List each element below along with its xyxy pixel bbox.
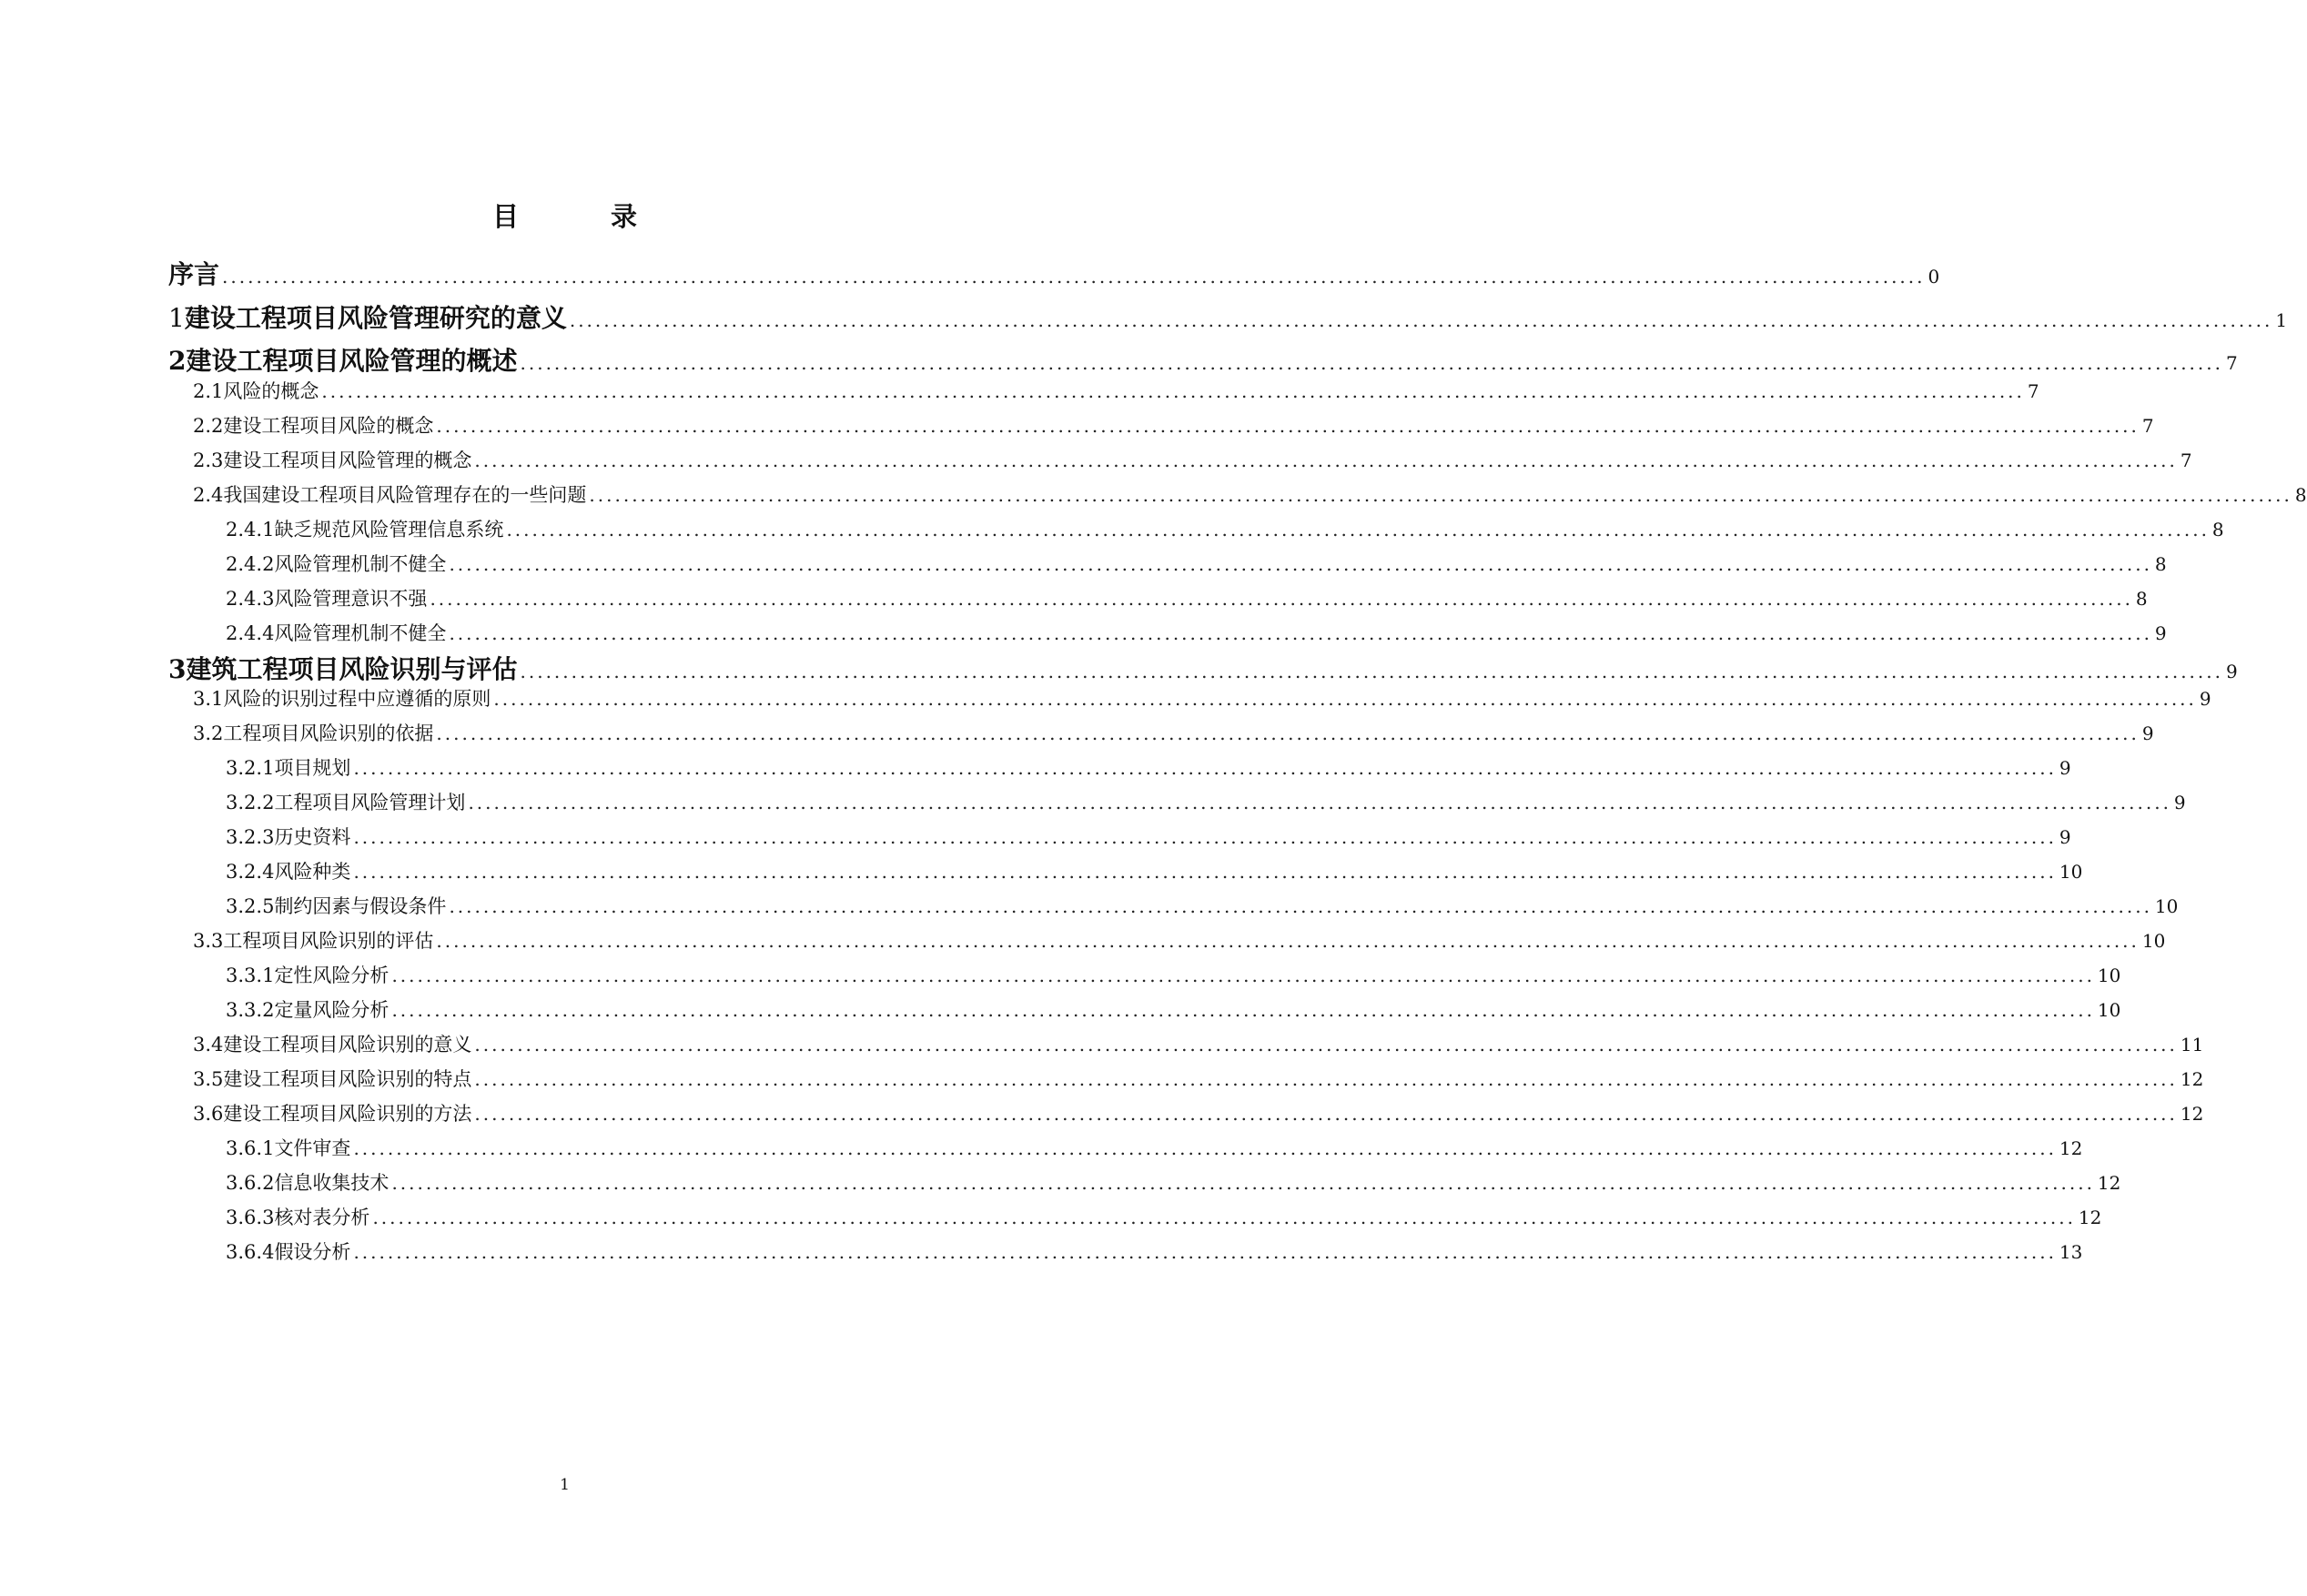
toc-entry-number: 3.2.1: [226, 757, 275, 779]
toc-leader-dots: ........................................................................................................................................................................................................: [474, 1068, 2178, 1090]
toc-entry-title: 序言: [168, 259, 220, 289]
toc-entry-page: 12: [2059, 1137, 2083, 1159]
toc-entry-number: 2.3: [193, 450, 224, 471]
toc-entry-page: 12: [2097, 1172, 2121, 1194]
toc-entry-page: 9: [2059, 826, 2071, 848]
toc-entry-page: 11: [2180, 1034, 2204, 1056]
toc-entry-number: 3.3.2: [226, 999, 275, 1021]
toc-leader-dots: ........................................................................................................................................................................................................: [391, 999, 2095, 1021]
toc-entry-number: 3.2.4: [226, 861, 275, 883]
toc-entry-title: 核对表分析: [274, 1207, 370, 1228]
toc-entry[interactable]: [168, 341, 2238, 378]
toc-entry-number: 3.6: [193, 1103, 224, 1125]
toc-leader-dots: ........................................................................................................................................................................................................: [353, 861, 2057, 883]
toc-entry-number: 3.6.4: [226, 1241, 275, 1263]
toc-entry-page: 7: [2180, 450, 2192, 471]
toc-leader-dots: ........................................................................................................................................................................................................: [436, 930, 2140, 952]
toc-entry-page: 7: [2027, 380, 2039, 402]
toc-leader-dots: ........................................................................................................................................................................................................: [430, 588, 2133, 610]
toc-leader-dots: ........................................................................................................................................................................................................: [474, 1103, 2178, 1125]
toc-entry-page: 7: [2141, 415, 2154, 437]
toc-entry[interactable]: [168, 1203, 2102, 1230]
toc-entry[interactable]: [168, 1030, 2204, 1057]
toc-entry-number: 3.2.5: [226, 895, 275, 917]
toc-entry-number: 3.2.3: [226, 826, 275, 848]
toc-entry-number: 3.2.2: [226, 792, 275, 813]
toc-entry-page: 12: [2180, 1068, 2204, 1090]
toc-entry-title: 建设工程项目风险管理研究的意义: [184, 303, 567, 333]
toc-leader-dots: ........................................................................................................................................................................................................: [222, 266, 1926, 288]
toc-entry[interactable]: [168, 550, 2167, 577]
toc-leader-dots: ........................................................................................................................................................................................................: [520, 352, 2223, 374]
toc-entry-page: 10: [2059, 861, 2083, 883]
toc-entry-title: 风险管理机制不健全: [274, 622, 447, 644]
toc-entry[interactable]: [168, 1168, 2121, 1196]
toc-entry-number: 3.2: [193, 722, 224, 744]
toc-entry-number: 1: [168, 303, 185, 333]
toc-entry[interactable]: [168, 584, 2148, 611]
toc-entry-page: 9: [2154, 622, 2167, 644]
toc-entry[interactable]: [168, 684, 2211, 712]
toc-entry-title: 定性风险分析: [274, 965, 390, 986]
toc-entry-title: 我国建设工程项目风险管理存在的一些问题: [223, 484, 587, 506]
toc-leader-dots: ........................................................................................................................................................................................................: [589, 484, 2292, 506]
toc-entry-title: 信息收集技术: [274, 1172, 390, 1194]
toc-entry[interactable]: [168, 255, 1940, 291]
toc-entry-number: 3.6.3: [226, 1207, 275, 1228]
toc-entry-number: 2.4: [193, 484, 224, 506]
page-number: 1: [560, 1476, 570, 1494]
toc-entry-title: 风险管理意识不强: [274, 588, 428, 610]
toc-entry-title: 文件审查: [274, 1137, 351, 1159]
toc-entry-title: 建设工程项目风险管理的概念: [223, 450, 472, 471]
toc-entry[interactable]: [168, 926, 2166, 954]
toc-leader-dots: ........................................................................................................................................................................................................: [436, 415, 2140, 437]
toc-entry[interactable]: [168, 857, 2083, 884]
toc-entry-page: 12: [2078, 1207, 2102, 1228]
toc-entry[interactable]: [168, 719, 2154, 746]
toc-leader-dots: ........................................................................................................................................................................................................: [391, 1172, 2095, 1194]
toc-entry-number: 3.4: [193, 1034, 224, 1056]
toc-leader-dots: ........................................................................................................................................................................................................: [353, 826, 2057, 848]
toc-entry-page: 9: [2173, 792, 2186, 813]
toc-entry-page: 13: [2059, 1241, 2083, 1263]
toc-entry[interactable]: [168, 1065, 2204, 1092]
toc-entry-page: 8: [2294, 484, 2307, 506]
toc-entry-title: 建设工程项目风险的概念: [223, 415, 434, 437]
toc-entry[interactable]: [168, 515, 2224, 542]
toc-entry-title: 工程项目风险管理计划: [274, 792, 466, 813]
toc-leader-dots: ........................................................................................................................................................................................................: [474, 450, 2178, 471]
toc-entry[interactable]: [168, 995, 2121, 1023]
toc-entry-number: 2: [168, 346, 187, 376]
toc-entry-number: 2.4.1: [226, 519, 275, 540]
toc-entry[interactable]: [168, 892, 2179, 919]
toc-leader-dots: ........................................................................................................................................................................................................: [449, 895, 2152, 917]
toc-entry[interactable]: [168, 446, 2192, 473]
toc-leader-dots: ........................................................................................................................................................................................................: [353, 757, 2057, 779]
toc-entry-page: 8: [2211, 519, 2224, 540]
toc-entry-title: 建设工程项目风险识别的意义: [223, 1034, 472, 1056]
toc-entry-number: 3.6.2: [226, 1172, 275, 1194]
toc-entry-page: 10: [2141, 930, 2166, 952]
toc-leader-dots: ........................................................................................................................................................................................................: [493, 688, 2197, 710]
toc-entry[interactable]: [168, 480, 2307, 508]
toc-entry-page: 7: [2225, 352, 2238, 374]
toc-entry-number: 3.6.1: [226, 1137, 275, 1159]
toc-entry-title: 缺乏规范风险管理信息系统: [274, 519, 504, 540]
toc-entry[interactable]: [168, 411, 2154, 439]
toc-leader-dots: ........................................................................................................................................................................................................: [353, 1241, 2057, 1263]
toc-entry-page: 10: [2097, 999, 2121, 1021]
toc-entry-page: 9: [2199, 688, 2211, 710]
toc-entry-number: 3.3.1: [226, 965, 275, 986]
toc-leader-dots: ........................................................................................................................................................................................................: [468, 792, 2171, 813]
toc-entry-title: 建筑工程项目风险识别与评估: [186, 654, 518, 684]
toc-entry-title: 风险的识别过程中应遵循的原则: [223, 688, 491, 710]
toc-leader-dots: ........................................................................................................................................................................................................: [449, 622, 2152, 644]
toc-entry-title: 建设工程项目风险识别的方法: [223, 1103, 472, 1125]
toc-leader-dots: ........................................................................................................................................................................................................: [506, 519, 2210, 540]
toc-entry-title: 定量风险分析: [274, 999, 390, 1021]
toc-entry-title: 工程项目风险识别的评估: [223, 930, 434, 952]
toc-entry[interactable]: [168, 753, 2071, 781]
page-title: 目 录: [491, 201, 670, 232]
toc-entry-title: 项目规划: [274, 757, 351, 779]
toc-entry-title: 风险种类: [274, 861, 351, 883]
toc-entry-page: 10: [2154, 895, 2179, 917]
toc-leader-dots: ........................................................................................................................................................................................................: [353, 1137, 2057, 1159]
toc-entry[interactable]: [168, 650, 2238, 686]
toc-entry[interactable]: [168, 377, 2039, 404]
toc-entry-title: 假设分析: [274, 1241, 351, 1263]
toc-entry-number: 2.4.4: [226, 622, 275, 644]
toc-leader-dots: ........................................................................................................................................................................................................: [449, 553, 2152, 575]
toc-entry[interactable]: [168, 619, 2167, 646]
toc-leader-dots: ........................................................................................................................................................................................................: [321, 380, 2025, 402]
toc-entry-page: 12: [2180, 1103, 2204, 1125]
toc-entry-title: 历史资料: [274, 826, 351, 848]
toc-entry-number: 3: [168, 654, 187, 684]
toc-entry-title: 工程项目风险识别的依据: [223, 722, 434, 744]
toc-entry-title: 制约因素与假设条件: [274, 895, 447, 917]
toc-entry[interactable]: [168, 961, 2121, 988]
toc-entry[interactable]: [168, 1099, 2204, 1126]
toc-entry[interactable]: [168, 298, 2288, 335]
toc-entry-page: 0: [1928, 266, 1940, 288]
toc-leader-dots: ........................................................................................................................................................................................................: [569, 309, 2273, 331]
toc-entry[interactable]: [168, 1237, 2083, 1265]
toc-entry-number: 2.4.3: [226, 588, 275, 610]
toc-leader-dots: ........................................................................................................................................................................................................: [436, 722, 2140, 744]
toc-entry-page: 9: [2059, 757, 2071, 779]
toc-leader-dots: ........................................................................................................................................................................................................: [372, 1207, 2076, 1228]
toc-entry-page: 10: [2097, 965, 2121, 986]
toc-entry-number: 3.5: [193, 1068, 224, 1090]
toc-entry-title: 建设工程项目风险识别的特点: [223, 1068, 472, 1090]
toc-entry-title: 建设工程项目风险管理的概述: [186, 346, 518, 376]
toc-leader-dots: ........................................................................................................................................................................................................: [391, 965, 2095, 986]
toc-entry-title: 风险的概念: [223, 380, 319, 402]
toc-entry-number: 2.4.2: [226, 553, 275, 575]
toc-entry-page: 9: [2141, 722, 2154, 744]
toc-entry-number: 3.3: [193, 930, 224, 952]
toc-entry-page: 9: [2225, 661, 2238, 682]
toc-entry-page: 1: [2275, 309, 2288, 331]
toc-entry[interactable]: [168, 1134, 2083, 1161]
toc-entry-number: 3.1: [193, 688, 224, 710]
toc-entry[interactable]: [168, 823, 2071, 850]
toc-entry-number: 2.2: [193, 415, 224, 437]
toc-leader-dots: ........................................................................................................................................................................................................: [474, 1034, 2178, 1056]
toc-entry-title: 风险管理机制不健全: [274, 553, 447, 575]
toc-entry-page: 8: [2135, 588, 2148, 610]
toc-leader-dots: ........................................................................................................................................................................................................: [520, 661, 2223, 682]
toc-entry-number: 2.1: [193, 380, 224, 402]
toc-entry[interactable]: [168, 788, 2186, 815]
toc-entry-page: 8: [2154, 553, 2167, 575]
